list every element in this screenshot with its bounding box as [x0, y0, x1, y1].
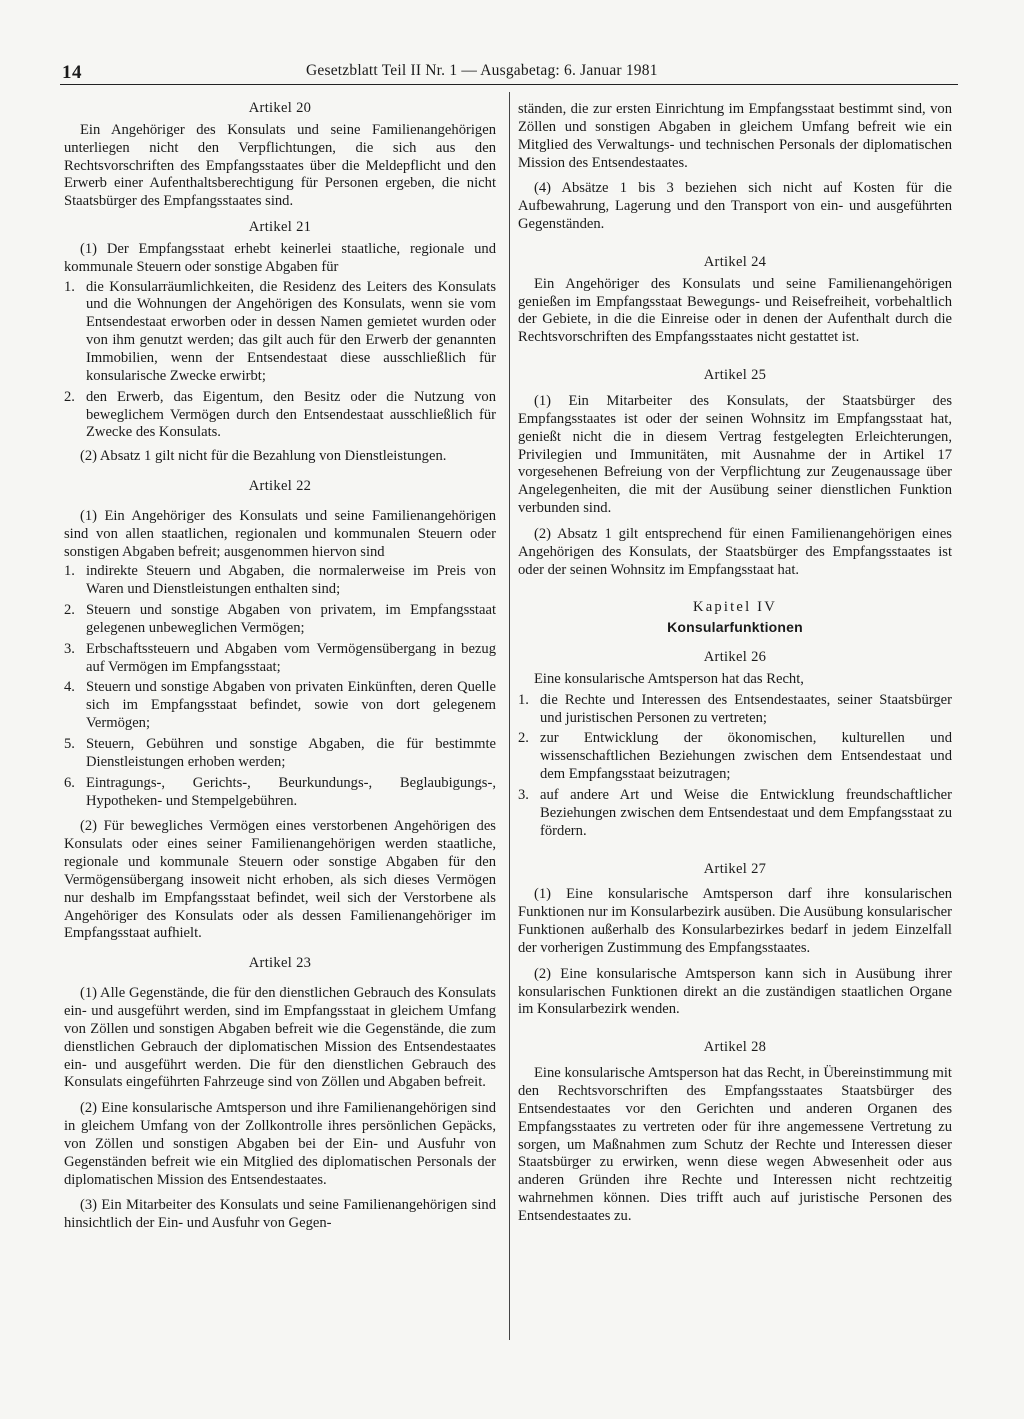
list-number: 1.	[64, 278, 75, 295]
list-text: indirekte Steuern und Abgaben, die normalerweise im Preis von Waren und Dienstleistungen enthalten sind;	[86, 563, 496, 598]
article-heading: Artikel 25	[703, 367, 767, 384]
list-item	[64, 641, 496, 677]
list-number: 3.	[518, 787, 529, 803]
list-item	[64, 279, 496, 386]
paragraph: (1) Der Empfangsstaat erhebt keinerlei staatliche, regionale und kommunale Steuern oder sonstige Abgaben für	[64, 240, 496, 275]
list-number: 2.	[64, 602, 75, 619]
list-number: 1.	[64, 563, 75, 580]
article-heading: Artikel 28	[703, 1039, 767, 1056]
list-item	[518, 692, 952, 728]
article-heading: Artikel 22	[248, 478, 312, 495]
list-text: zur Entwicklung der ökonomischen, kulturellen und wissenschaftlichen Beziehungen zwischen dem Entsendestaat und dem Empfangsstaat beizutragen;	[540, 730, 952, 783]
paragraph: (2) Eine konsularische Amtsperson und ihre Familienangehörigen sind in gleichem Umfang von der Zollkontrolle ihres persönlichen Gepäcks, von Zöllen und sonstigen Abgaben bei der Ein- und Ausfuhr von Gegenständen befreit wie ein Mitglied des diplomatischen Personals der diplomatischen Mission des Entsendestaates.	[64, 1100, 496, 1188]
paragraph: (1) Ein Angehöriger des Konsulats und seine Familienangehörigen sind von allen staatlichen, regionalen und kommunalen Steuern oder sonstigen Abgaben befreit; ausgenommen hiervon sind	[64, 507, 496, 560]
list-number: 3.	[64, 640, 75, 657]
list-item	[64, 679, 496, 733]
list-text: auf andere Art und Weise die Entwicklung freundschaftlicher Beziehungen zwischen dem Entsendestaat und dem Empfangsstaat zu fördern.	[540, 787, 952, 839]
list-item	[64, 563, 496, 599]
list-item	[518, 787, 952, 841]
page-number: 14	[62, 62, 82, 83]
list-text: Steuern, Gebühren und sonstige Abgaben, die für bestimmte Dienstleistungen erhoben werden;	[86, 736, 496, 770]
list-item	[518, 730, 952, 784]
list-text: Eintragungs-, Gerichts-, Beurkundungs-, Beglaubigungs-, Hypotheken- und Stempelgebühren.	[86, 774, 496, 809]
list-item	[64, 602, 496, 638]
list-text: Steuern und sonstige Abgaben von privaten Einkünften, deren Quelle sich im Empfangsstaat befindet, sowie von dort gelegenem Vermögen;	[86, 679, 496, 732]
paragraph: (4) Absätze 1 bis 3 beziehen sich nicht auf Kosten für die Aufbewahrung, Lagerung und den Transport von ein- und ausgeführten Gegenständen.	[518, 180, 952, 233]
list-item	[64, 389, 496, 443]
paragraph: Ein Angehöriger des Konsulats und seine Familienangehörigen genießen im Empfangsstaat Bewegungs- und Reisefreiheit, vorbehaltlich der Gebiete, in die die Einreise oder in denen der Aufenthalt durch die Rechtsvorschriften des Empfangsstaates nicht gestattet ist.	[518, 275, 952, 346]
article-heading: Artikel 24	[703, 253, 767, 270]
article-heading: Artikel 20	[248, 100, 312, 116]
paragraph: (2) Absatz 1 gilt nicht für die Bezahlung von Dienstleistungen.	[80, 448, 447, 465]
article-heading: Artikel 23	[248, 955, 312, 972]
list-text: Erbschaftssteuern und Abgaben vom Vermögensübergang in bezug auf Vermögen im Empfangsstaat;	[86, 640, 496, 675]
right-column	[518, 101, 952, 1234]
article-heading: Artikel 26	[703, 649, 767, 666]
list-number: 2.	[64, 388, 75, 405]
list-text: Steuern und sonstige Abgaben von privatem, im Empfangsstaat gelegenen unbeweglichen Vermögen;	[86, 602, 496, 636]
list-text: die Rechte und Interessen des Entsendestaates, seiner Staatsbürger und juristischen Personen zu vertreten;	[540, 691, 952, 726]
paragraph: (2) Für bewegliches Vermögen eines verstorbenen Angehörigen des Konsulats oder eines seiner Familienangehörigen werden staatliche, regionale und kommunale Steuern oder sonstige Abgaben für den Vermögensübergang insoweit nicht erhoben, als sich dieses Vermögen nur deshalb im Empfangsstaat befindet, weil sich der Verstorbene als Angehöriger des Konsulats oder als dessen Familienangehöriger im Empfangsstaat aufhielt.	[64, 818, 496, 942]
list-number: 4.	[64, 679, 75, 696]
paragraph: (1) Alle Gegenstände, die für den dienstlichen Gebrauch des Konsulats ein- und ausgeführt werden, sind im Empfangsstaat in gleichem Umfang von Zöllen und sonstigen Abgaben befreit wie die Gegenstände, die zum dienstlichen Gebrauch der diplomatischen Mission des Entsendestaates ein- und ausgeführt werden. Die für den dienstlichen Gebrauch des Konsulats eingeführten Fahrzeuge sind von Zöllen und Abgaben befreit.	[64, 985, 496, 1091]
chapter-label: Kapitel IV	[692, 599, 777, 616]
header-title: Gesetzblatt Teil II Nr. 1 — Ausgabetag: 6. Januar 1981	[306, 62, 658, 79]
left-column	[64, 100, 496, 1241]
list-text: die Konsularräumlichkeiten, die Residenz des Leiters des Konsulats und die Wohnungen der Angehörigen des Konsulats, wenn sie vom Entsendestaat erworben oder in dessen Namen gemietet wurden oder von ihm genutzt werden; das gilt auch für den Erwerb der genannten Immobilien, wenn der Entsendestaat diese ausschließlich für konsularische Zwecke erwirbt;	[86, 278, 496, 384]
list-number: 5.	[64, 736, 75, 752]
header-rule	[60, 84, 958, 85]
paragraph: (2) Absatz 1 gilt entsprechend für einen Familienangehörigen eines Angehörigen des Konsulats, der Staatsbürger des Empfangsstaates ist oder der seinen Wohnsitz im Empfangsstaat hat.	[518, 525, 952, 578]
paragraph: Eine konsularische Amtsperson hat das Recht,	[534, 670, 804, 687]
paragraph: ständen, die zur ersten Einrichtung im Empfangsstaat bestimmt sind, von Zöllen und sonstigen Abgaben in gleichem Umfang befreit wie ein Mitglied des Verwaltungs- und technischen Personals der diplomatischen Mission des Entsendestaates.	[518, 101, 952, 171]
paragraph: (1) Eine konsularische Amtsperson darf ihre konsularischen Funktionen nur im Konsularbezirk ausüben. Die Ausübung konsularischer Funktionen außerhalb des Konsularbezirkes bedarf in jedem Einzelfall der vorherigen Zustimmung des Empfangsstaates.	[518, 886, 952, 956]
article-heading: Artikel 27	[703, 860, 767, 877]
list-number: 2.	[518, 730, 529, 747]
list-item	[64, 736, 496, 772]
paragraph: Ein Angehöriger des Konsulats und seine Familienangehörigen unterliegen nicht den Verpflichtungen, die sich aus den Rechtsvorschriften des Empfangsstaates über die Meldepflicht und den Erwerb einer Aufenthaltsberechtigung für Personen ergeben, die nicht Staatsbürger des Empfangsstaates sind.	[64, 121, 496, 210]
paragraph: (1) Ein Mitarbeiter des Konsulats, der Staatsbürger des Empfangsstaates ist oder der seinen Wohnsitz im Empfangsstaat hat, genießt nicht die in diesem Vertrag festgelegten Erleichterungen, Privilegien und Immunitäten, mit Ausnahme der in Artikel 17 vorgesehenen Befreiung von der Verpflichtung zur Zeugenaussage über Angelegenheiten, die mit der Ausübung seiner dienstlichen Funktion verbunden sind.	[518, 392, 952, 517]
paragraph: Eine konsularische Amtsperson hat das Recht, in Übereinstimmung mit den Rechtsvorschriften des Empfangsstaates Staatsbürger des Entsendestaates vor den Gerichten und anderen Organen des Empfangsstaates zu vertreten oder für ihre angemessene Vertretung zu sorgen, um Maßnahmen zum Schutz der Rechte und Interessen dieser Staatsbürger zu erwirken, wenn diese wegen Abwesenheit oder aus anderen Gründen ihre Rechte und Interessen nicht rechtzeitig wahrnehmen können. Dies trifft auch auf juristische Personen des Entsendestaates zu.	[518, 1065, 952, 1224]
list-number: 1.	[518, 691, 529, 708]
paragraph: (2) Eine konsularische Amtsperson kann sich in Ausübung ihrer konsularischen Funktionen direkt an die zuständigen staatlichen Organe im Konsularbezirk wenden.	[518, 965, 952, 1018]
list-item	[64, 775, 496, 811]
column-divider	[509, 92, 510, 1340]
list-text: den Erwerb, das Eigentum, den Besitz oder die Nutzung von beweglichem Vermögen durch den Entsendestaat ausschließlich für Zwecke des Konsulats.	[86, 388, 496, 441]
article-heading: Artikel 21	[248, 219, 312, 236]
list-number: 6.	[64, 774, 75, 791]
paragraph: (3) Ein Mitarbeiter des Konsulats und seine Familienangehörigen sind hinsichtlich der Ein- und Ausfuhr von Gegen-	[64, 1197, 496, 1232]
chapter-title: Konsularfunktionen	[667, 619, 803, 636]
